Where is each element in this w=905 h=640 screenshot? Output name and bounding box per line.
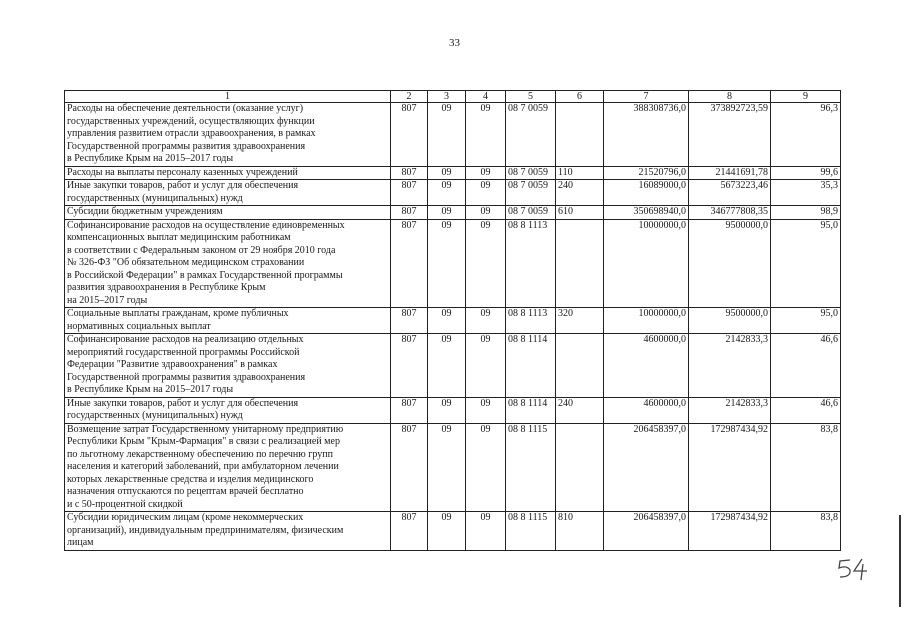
description-line: Социальные выплаты гражданам, кроме публичных [67,308,289,319]
header-row [65,91,841,103]
description-line: лицам [67,537,94,548]
col-5-cell: 08 7 0059 [506,103,556,167]
description-line: Государственной программы развития здравоохранения [67,371,306,383]
col-6-cell [556,219,604,308]
col-4-cell: 09 [466,334,506,398]
description-line: Республики Крым "Крым-Фармация" в связи с реализацией мер [67,436,340,447]
col-2-cell: 807 [391,166,428,180]
col-4-cell: 09 [466,180,506,206]
col-6-cell [556,103,604,167]
col-5-cell: 08 8 1115 [506,512,556,551]
col-7-amount: 10000000,0 [604,308,689,334]
col-2-cell: 807 [391,423,428,512]
col-4-cell: 09 [466,219,506,308]
col-9-percent: 35,3 [771,180,841,206]
description-line: № 326-ФЗ "Об обязательном медицинском страховании [67,257,305,268]
col-2-cell: 807 [391,206,428,220]
row-description [65,423,391,512]
col-6-cell: 240 [556,180,604,206]
col-8-amount: 21441691,78 [689,166,771,180]
description-line: в Республике Крым на 2015–2017 годы [67,153,234,164]
table-row [65,423,841,512]
header-cell-3: 3 [428,91,466,103]
col-7-amount: 206458397,0 [604,512,689,551]
col-2-cell: 807 [391,103,428,167]
description-line: мероприятий государственной программы Российской [67,346,300,358]
description-line: Государственной программы развития здравоохранения [67,140,306,152]
col-9-percent: 98,9 [771,206,841,220]
description-line: на 2015–2017 годы [67,294,148,306]
col-9-percent: 95,0 [771,219,841,308]
col-5-cell: 08 8 1114 [506,334,556,398]
table-row [65,397,841,423]
table-row [65,166,841,180]
description-line: Субсидии бюджетным учреждениям [67,206,223,217]
col-8-amount: 2142833,3 [689,397,771,423]
col-4-cell: 09 [466,103,506,167]
handwritten-mark-icon [836,556,870,582]
col-8-amount: 346777808,35 [689,206,771,220]
header-cell-5: 5 [506,91,556,103]
col-5-cell: 08 7 0059 [506,166,556,180]
col-4-cell: 09 [466,166,506,180]
col-8-amount: 9500000,0 [689,308,771,334]
description-line: Софинансирование расходов на осуществление единовременных [67,219,345,231]
header-cell-2: 2 [391,91,428,103]
col-3-cell: 09 [428,512,466,551]
col-3-cell: 09 [428,103,466,167]
col-7-amount: 206458397,0 [604,423,689,512]
col-7-amount: 4600000,0 [604,334,689,398]
col-7-amount: 388308736,0 [604,103,689,167]
description-line: и с 50-процентной скидкой [67,498,183,510]
col-7-amount: 16089000,0 [604,180,689,206]
table-row [65,334,841,398]
handwritten-page-mark [836,556,870,587]
col-4-cell: 09 [466,512,506,551]
col-6-cell: 110 [556,166,604,180]
col-9-percent: 46,6 [771,397,841,423]
col-6-cell: 610 [556,206,604,220]
row-description [65,180,391,206]
col-6-cell [556,423,604,512]
row-description [65,103,391,167]
col-7-amount: 4600000,0 [604,397,689,423]
margin-mark [899,515,901,607]
col-4-cell: 09 [466,206,506,220]
col-7-amount: 350698940,0 [604,206,689,220]
description-line: которых лекарственные средства и изделия медицинского [67,473,314,485]
table-body [65,91,841,551]
row-description [65,334,391,398]
description-line: Возмещение затрат Государственному унитарному предприятию [67,423,344,435]
description-line: Иные закупки товаров, работ и услуг для обеспечения [67,397,299,409]
description-line: по льготному лекарственному обеспечению по перечню групп [67,448,333,460]
description-line: управления развитием отрасли здравоохранения, в рамках [67,128,316,139]
col-2-cell: 807 [391,334,428,398]
col-3-cell: 09 [428,219,466,308]
col-8-amount: 172987434,92 [689,512,771,551]
description-line: Расходы на обеспечение деятельности (оказание услуг) [67,103,304,114]
row-description [65,308,391,334]
col-2-cell: 807 [391,180,428,206]
col-9-percent: 99,6 [771,166,841,180]
col-2-cell: 807 [391,308,428,334]
description-line: нормативных социальных выплат [67,320,211,332]
description-line: населения и категорий заболеваний, при амбулаторном лечении [67,461,339,472]
col-8-amount: 172987434,92 [689,423,771,512]
description-line: в соответствии с Федеральным законом от 29 ноября 2010 года [67,244,336,256]
description-line: государственных (муниципальных) нужд [67,192,243,204]
col-8-amount: 9500000,0 [689,219,771,308]
row-description [65,206,391,220]
col-3-cell: 09 [428,180,466,206]
table-row [65,180,841,206]
col-6-cell: 320 [556,308,604,334]
col-9-percent: 95,0 [771,308,841,334]
row-description [65,219,391,308]
col-5-cell: 08 7 0059 [506,180,556,206]
col-3-cell: 09 [428,397,466,423]
col-9-percent: 96,3 [771,103,841,167]
col-8-amount: 2142833,3 [689,334,771,398]
col-6-cell [556,334,604,398]
table-row [65,103,841,167]
header-cell-9: 9 [771,91,841,103]
col-7-amount: 10000000,0 [604,219,689,308]
table-row [65,219,841,308]
description-line: государственных (муниципальных) нужд [67,410,243,421]
col-3-cell: 09 [428,334,466,398]
page-number: 33 [449,37,460,49]
description-line: в Республике Крым на 2015–2017 годы [67,384,234,395]
budget-table [64,90,841,551]
col-5-cell: 08 8 1115 [506,423,556,512]
col-4-cell: 09 [466,397,506,423]
description-line: компенсационных выплат медицинским работникам [67,232,291,243]
col-5-cell: 08 8 1113 [506,219,556,308]
table-row [65,206,841,220]
col-3-cell: 09 [428,423,466,512]
col-2-cell: 807 [391,397,428,423]
col-9-percent: 83,8 [771,512,841,551]
col-4-cell: 09 [466,308,506,334]
col-8-amount: 5673223,46 [689,180,771,206]
col-3-cell: 09 [428,206,466,220]
row-description [65,512,391,551]
col-3-cell: 09 [428,166,466,180]
header-cell-4: 4 [466,91,506,103]
col-6-cell: 810 [556,512,604,551]
col-2-cell: 807 [391,512,428,551]
description-line: Иные закупки товаров, работ и услуг для обеспечения [67,180,299,191]
description-line: организаций), индивидуальным предпринимателям, физическим [67,524,344,536]
description-line: Субсидии юридическим лицам (кроме некоммерческих [67,512,304,523]
description-line: назначения отпускаются по рецептам врачей бесплатно [67,486,304,497]
header-cell-8: 8 [689,91,771,103]
description-line: развития здравоохранения в Республике Крым [67,282,266,293]
table-row [65,308,841,334]
col-2-cell: 807 [391,219,428,308]
col-5-cell: 08 8 1114 [506,397,556,423]
col-4-cell: 09 [466,423,506,512]
description-line: Федерации "Развитие здравоохранения" в рамках [67,359,278,370]
table-row [65,512,841,551]
col-9-percent: 83,8 [771,423,841,512]
col-6-cell: 240 [556,397,604,423]
description-line: государственных учреждений, осуществляющих функции [67,115,315,127]
description-line: в Российской Федерации" в рамках Государственной программы [67,269,343,281]
header-cell-1: 1 [65,91,391,103]
header-cell-7: 7 [604,91,689,103]
description-line: Софинансирование расходов на реализацию отдельных [67,334,304,345]
col-3-cell: 09 [428,308,466,334]
col-7-amount: 21520796,0 [604,166,689,180]
row-description [65,397,391,423]
description-line: Расходы на выплаты персоналу казенных учреждений [67,166,298,178]
col-8-amount: 373892723,59 [689,103,771,167]
col-9-percent: 46,6 [771,334,841,398]
col-5-cell: 08 7 0059 [506,206,556,220]
col-5-cell: 08 8 1113 [506,308,556,334]
row-description [65,166,391,180]
header-cell-6: 6 [556,91,604,103]
